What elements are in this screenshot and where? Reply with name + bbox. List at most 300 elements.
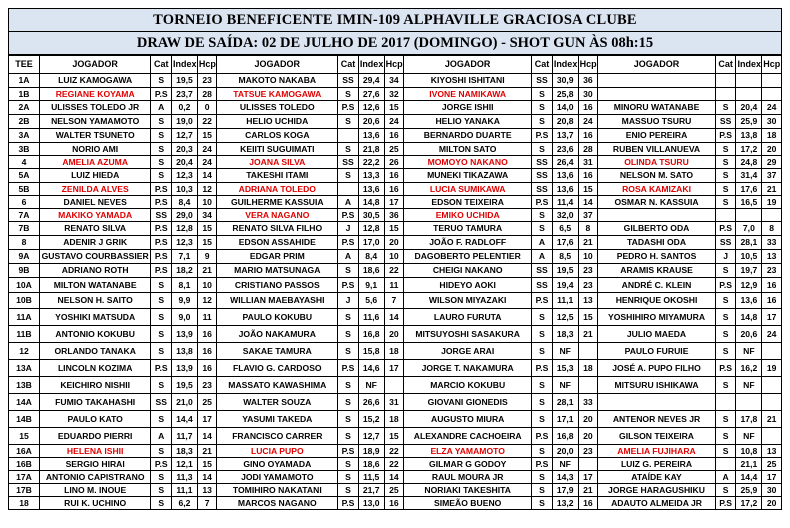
index-cell: 15,2	[358, 411, 384, 428]
player-name-cell: MAKOTO NAKABA	[217, 74, 338, 88]
handicap-cell: 26	[384, 156, 404, 169]
player-name-cell: LUIZ KAMOGAWA	[39, 74, 150, 88]
handicap-cell: 12	[197, 183, 217, 196]
index-cell: 7,0	[736, 222, 762, 236]
index-cell: 11,1	[172, 484, 198, 497]
player-name-cell: NELSON M. SATO	[598, 169, 716, 183]
table-row	[9, 236, 782, 250]
index-cell: 18,2	[172, 264, 198, 278]
index-cell: 14,0	[552, 101, 578, 115]
category-cell: S	[715, 326, 736, 343]
tee-cell: 16B	[9, 458, 40, 471]
player-name-cell: RENATO SILVA FILHO	[217, 222, 338, 236]
handicap-cell: 24	[762, 101, 782, 115]
handicap-cell: 17	[578, 471, 598, 484]
category-cell: SS	[151, 209, 172, 222]
category-cell: S	[338, 471, 359, 484]
index-cell: 10,8	[736, 445, 762, 458]
category-cell: S	[532, 309, 553, 326]
table-row	[9, 222, 782, 236]
category-cell: P.S	[532, 428, 553, 445]
category-cell: S	[338, 88, 359, 101]
category-cell: S	[151, 143, 172, 156]
handicap-cell: 15	[578, 183, 598, 196]
category-cell: S	[715, 428, 736, 445]
table-row	[9, 74, 782, 88]
tee-cell: 11B	[9, 326, 40, 343]
player-name-cell: ATAÍDE KAY	[598, 471, 716, 484]
index-cell: 6,2	[172, 497, 198, 510]
index-cell: 12,5	[552, 309, 578, 326]
handicap-cell	[762, 343, 782, 360]
tee-cell: 18	[9, 497, 40, 510]
player-name-cell: ARAMIS KRAUSE	[598, 264, 716, 278]
player-name-cell: LUCIA PUPO	[217, 445, 338, 458]
category-cell: S	[715, 143, 736, 156]
tee-cell: 8	[9, 236, 40, 250]
category-cell: SS	[338, 156, 359, 169]
category-cell: A	[151, 101, 172, 115]
handicap-cell: 16	[197, 343, 217, 360]
index-cell: 17,6	[736, 183, 762, 196]
tee-cell: 12	[9, 343, 40, 360]
player-name-cell: JORGE HARAGUSHIKU	[598, 484, 716, 497]
category-cell: S	[532, 411, 553, 428]
category-cell: S	[715, 169, 736, 183]
player-name-cell: JORGE ARAI	[404, 343, 532, 360]
index-cell: 22,2	[358, 156, 384, 169]
category-cell: S	[532, 115, 553, 129]
handicap-cell	[762, 88, 782, 101]
tee-cell: 4	[9, 156, 40, 169]
index-cell: 18,9	[358, 445, 384, 458]
table-row	[9, 309, 782, 326]
handicap-cell: 11	[384, 278, 404, 293]
player-name-cell: ELZA YAMAMOTO	[404, 445, 532, 458]
player-name-cell: ANTONIO KOKUBU	[39, 326, 150, 343]
tee-cell: 14B	[9, 411, 40, 428]
player-name-cell	[598, 394, 716, 411]
col-header-player-2: JOGADOR	[217, 56, 338, 74]
table-row	[9, 497, 782, 510]
tee-cell: 6	[9, 196, 40, 209]
player-name-cell: MOMOYO NAKANO	[404, 156, 532, 169]
handicap-cell: 15	[384, 428, 404, 445]
handicap-cell: 16	[762, 278, 782, 293]
handicap-cell: 18	[578, 360, 598, 377]
index-cell: 13,9	[172, 326, 198, 343]
index-cell: 11,1	[552, 293, 578, 309]
handicap-cell: 25	[197, 394, 217, 411]
index-cell: 8,1	[172, 278, 198, 293]
player-name-cell: ANTENOR NEVES JR	[598, 411, 716, 428]
category-cell: S	[338, 264, 359, 278]
handicap-cell: 15	[197, 458, 217, 471]
category-cell: A	[151, 428, 172, 445]
handicap-cell: 24	[384, 115, 404, 129]
category-cell: SS	[715, 236, 736, 250]
tee-cell: 7B	[9, 222, 40, 236]
handicap-cell	[762, 74, 782, 88]
handicap-cell: 18	[384, 411, 404, 428]
col-header-cat-2: Cat	[338, 56, 359, 74]
player-name-cell: ANTONIO CAPISTRANO	[39, 471, 150, 484]
handicap-cell: 12	[197, 293, 217, 309]
index-cell: 8,4	[358, 250, 384, 264]
player-name-cell: MITSURU ISHIKAWA	[598, 377, 716, 394]
handicap-cell: 15	[578, 309, 598, 326]
index-cell: NF	[552, 343, 578, 360]
tee-cell: 9B	[9, 264, 40, 278]
player-name-cell: RAUL MOURA JR	[404, 471, 532, 484]
category-cell: S	[338, 428, 359, 445]
index-cell: 20,8	[552, 115, 578, 129]
category-cell	[338, 183, 359, 196]
handicap-cell: 17	[762, 471, 782, 484]
tee-cell: 2A	[9, 101, 40, 115]
index-cell: 20,6	[358, 115, 384, 129]
category-cell: S	[151, 497, 172, 510]
player-name-cell: VERA NAGANO	[217, 209, 338, 222]
index-cell: 12,8	[358, 222, 384, 236]
handicap-cell: 20	[384, 236, 404, 250]
tee-cell: 13B	[9, 377, 40, 394]
index-cell: 25,9	[736, 115, 762, 129]
table-row	[9, 156, 782, 169]
category-cell: P.S	[338, 236, 359, 250]
category-cell: S	[715, 411, 736, 428]
player-name-cell: YOSHIHIRO MIYAMURA	[598, 309, 716, 326]
col-header-player-1: JOGADOR	[39, 56, 150, 74]
index-cell: 29,4	[358, 74, 384, 88]
category-cell: S	[532, 88, 553, 101]
player-name-cell: ZENILDA ALVES	[39, 183, 150, 196]
handicap-cell: 22	[197, 115, 217, 129]
handicap-cell: 22	[384, 445, 404, 458]
tee-cell: 1B	[9, 88, 40, 101]
index-cell: 12,7	[358, 428, 384, 445]
table-row	[9, 264, 782, 278]
index-cell: 31,4	[736, 169, 762, 183]
player-name-cell: FUMIO TAKAHASHI	[39, 394, 150, 411]
index-cell: 15,8	[358, 343, 384, 360]
category-cell: SS	[715, 115, 736, 129]
index-cell: 28,1	[552, 394, 578, 411]
index-cell: 21,1	[736, 458, 762, 471]
category-cell: S	[338, 143, 359, 156]
category-cell: S	[532, 484, 553, 497]
category-cell: P.S	[715, 222, 736, 236]
player-name-cell: WILLIAN MAEBAYASHI	[217, 293, 338, 309]
handicap-cell: 20	[578, 411, 598, 428]
col-header-cat-4: Cat	[715, 56, 736, 74]
handicap-cell: 17	[197, 411, 217, 428]
player-name-cell: MILTON WATANABE	[39, 278, 150, 293]
index-cell: 19,7	[736, 264, 762, 278]
handicap-cell: 10	[197, 196, 217, 209]
index-cell: 16,8	[358, 326, 384, 343]
index-cell: 18,6	[358, 264, 384, 278]
player-name-cell: YASUMI TAKEDA	[217, 411, 338, 428]
player-name-cell: JULIO MAEDA	[598, 326, 716, 343]
index-cell: 26,4	[552, 156, 578, 169]
category-cell: S	[715, 343, 736, 360]
index-cell: 13,6	[358, 129, 384, 143]
player-name-cell: CHEIGI NAKANO	[404, 264, 532, 278]
index-cell: 14,6	[358, 360, 384, 377]
category-cell: S	[715, 101, 736, 115]
category-cell	[715, 209, 736, 222]
player-name-cell: ADENIR J GRIK	[39, 236, 150, 250]
index-cell: 20,4	[736, 101, 762, 115]
category-cell: S	[532, 471, 553, 484]
index-cell: 5,6	[358, 293, 384, 309]
handicap-cell: 23	[578, 264, 598, 278]
tee-cell: 16A	[9, 445, 40, 458]
table-row	[9, 394, 782, 411]
col-header-index-1: Index	[172, 56, 198, 74]
index-cell: 13,2	[552, 497, 578, 510]
player-name-cell: JOÃO F. RADLOFF	[404, 236, 532, 250]
category-cell: SS	[532, 278, 553, 293]
handicap-cell: 16	[384, 497, 404, 510]
handicap-cell: 25	[384, 143, 404, 156]
category-cell: SS	[532, 74, 553, 88]
handicap-cell: 14	[197, 169, 217, 183]
player-name-cell: MARCIO KOKUBU	[404, 377, 532, 394]
handicap-cell: 28	[197, 88, 217, 101]
tee-cell: 9A	[9, 250, 40, 264]
player-name-cell: AMELIA FUJIHARA	[598, 445, 716, 458]
index-cell: 18,6	[358, 458, 384, 471]
category-cell: S	[338, 394, 359, 411]
handicap-cell: 16	[578, 497, 598, 510]
index-cell: 17,2	[736, 497, 762, 510]
player-name-cell: ADAUTO ALMEIDA JR	[598, 497, 716, 510]
category-cell: S	[151, 115, 172, 129]
index-cell: 12,1	[172, 458, 198, 471]
category-cell: S	[532, 497, 553, 510]
handicap-cell: 20	[762, 143, 782, 156]
tee-cell: 5B	[9, 183, 40, 196]
handicap-cell	[762, 209, 782, 222]
handicap-cell: 23	[578, 278, 598, 293]
index-cell: 13,6	[358, 183, 384, 196]
handicap-cell: 17	[384, 196, 404, 209]
handicap-cell: 23	[578, 445, 598, 458]
player-name-cell: GIOVANI GIONEDIS	[404, 394, 532, 411]
player-name-cell: HELIO YANAKA	[404, 115, 532, 129]
category-cell: SS	[532, 264, 553, 278]
index-cell	[736, 74, 762, 88]
handicap-cell: 8	[762, 222, 782, 236]
handicap-cell: 11	[197, 309, 217, 326]
category-cell: S	[715, 377, 736, 394]
player-name-cell: ROSA KAMIZAKI	[598, 183, 716, 196]
handicap-cell: 32	[384, 88, 404, 101]
player-name-cell: HENRIQUE OKOSHI	[598, 293, 716, 309]
index-cell: 12,9	[736, 278, 762, 293]
player-name-cell: IVONE NAMIKAWA	[404, 88, 532, 101]
player-name-cell: JORGE ISHII	[404, 101, 532, 115]
handicap-cell: 19	[762, 196, 782, 209]
index-cell: 29,0	[172, 209, 198, 222]
handicap-cell: 28	[578, 143, 598, 156]
player-name-cell: GUSTAVO COURBASSIER	[39, 250, 150, 264]
handicap-cell: 16	[384, 129, 404, 143]
category-cell: SS	[338, 74, 359, 88]
category-cell	[715, 394, 736, 411]
category-cell: A	[532, 236, 553, 250]
index-cell: 13,6	[552, 183, 578, 196]
player-name-cell: GUILHERME KASSUIA	[217, 196, 338, 209]
category-cell: SS	[532, 183, 553, 196]
table-row	[9, 458, 782, 471]
category-cell: S	[338, 169, 359, 183]
category-cell	[715, 74, 736, 88]
handicap-cell: 13	[197, 484, 217, 497]
index-cell: 9,1	[358, 278, 384, 293]
category-cell: A	[715, 471, 736, 484]
player-name-cell: EDSON ASSAHIDE	[217, 236, 338, 250]
table-row	[9, 183, 782, 196]
handicap-cell	[384, 377, 404, 394]
category-cell: P.S	[151, 183, 172, 196]
col-header-hcp-2: Hcp	[384, 56, 404, 74]
handicap-cell: 29	[762, 156, 782, 169]
handicap-cell: 16	[578, 129, 598, 143]
handicap-cell: 15	[197, 222, 217, 236]
category-cell: S	[532, 209, 553, 222]
handicap-cell: 10	[578, 250, 598, 264]
player-name-cell: MINORU WATANABE	[598, 101, 716, 115]
category-cell: P.S	[338, 497, 359, 510]
player-name-cell: RUI K. UCHINO	[39, 497, 150, 510]
table-row	[9, 278, 782, 293]
index-cell: 19,4	[552, 278, 578, 293]
player-name-cell: TATSUE KAMOGAWA	[217, 88, 338, 101]
category-cell: S	[151, 484, 172, 497]
player-name-cell: PAULO FURUIE	[598, 343, 716, 360]
index-cell: 7,1	[172, 250, 198, 264]
player-name-cell: JORGE T. NAKAMURA	[404, 360, 532, 377]
index-cell: 26,6	[358, 394, 384, 411]
index-cell: 9,0	[172, 309, 198, 326]
handicap-cell: 21	[197, 264, 217, 278]
handicap-cell	[578, 458, 598, 471]
player-name-cell: HELIO UCHIDA	[217, 115, 338, 129]
index-cell: 25,9	[736, 484, 762, 497]
index-cell: 12,7	[172, 129, 198, 143]
player-name-cell: NELSON H. SAITO	[39, 293, 150, 309]
table-row	[9, 484, 782, 497]
index-cell: 12,8	[172, 222, 198, 236]
player-name-cell: AUGUSTO MIURA	[404, 411, 532, 428]
col-header-index-2: Index	[358, 56, 384, 74]
category-cell: S	[715, 264, 736, 278]
table-row	[9, 293, 782, 309]
table-row	[9, 326, 782, 343]
index-cell: 11,7	[172, 428, 198, 445]
tee-cell: 3B	[9, 143, 40, 156]
category-cell: P.S	[151, 236, 172, 250]
handicap-cell: 9	[197, 250, 217, 264]
category-cell: S	[532, 343, 553, 360]
category-cell: S	[151, 293, 172, 309]
tee-cell: 15	[9, 428, 40, 445]
category-cell: S	[151, 471, 172, 484]
index-cell: 32,0	[552, 209, 578, 222]
table-row	[9, 169, 782, 183]
player-name-cell: KIYOSHI ISHITANI	[404, 74, 532, 88]
category-cell: S	[715, 156, 736, 169]
index-cell: 0,2	[172, 101, 198, 115]
player-name-cell: ALEXANDRE CACHOEIRA	[404, 428, 532, 445]
col-header-player-3: JOGADOR	[404, 56, 532, 74]
player-name-cell: TOMIHIRO NAKATANI	[217, 484, 338, 497]
index-cell: 11,5	[358, 471, 384, 484]
player-name-cell	[598, 74, 716, 88]
index-cell: 19,5	[172, 377, 198, 394]
handicap-cell: 22	[384, 264, 404, 278]
category-cell: J	[715, 250, 736, 264]
table-row	[9, 115, 782, 129]
category-cell: S	[532, 101, 553, 115]
player-name-cell: SAKAE TAMURA	[217, 343, 338, 360]
index-cell: 21,0	[172, 394, 198, 411]
player-name-cell: NELSON YAMAMOTO	[39, 115, 150, 129]
category-cell: S	[715, 196, 736, 209]
index-cell: 12,3	[172, 236, 198, 250]
tee-cell: 17A	[9, 471, 40, 484]
category-cell: A	[532, 250, 553, 264]
handicap-cell: 16	[384, 169, 404, 183]
player-name-cell: TADASHI ODA	[598, 236, 716, 250]
handicap-cell: 36	[384, 209, 404, 222]
tee-cell: 10A	[9, 278, 40, 293]
index-cell: 11,6	[358, 309, 384, 326]
index-cell	[736, 394, 762, 411]
index-cell: 14,8	[736, 309, 762, 326]
player-name-cell: MARIO MATSUNAGA	[217, 264, 338, 278]
handicap-cell: 21	[762, 183, 782, 196]
tee-cell: 7A	[9, 209, 40, 222]
category-cell: S	[151, 343, 172, 360]
category-cell: P.S	[532, 293, 553, 309]
handicap-cell: 37	[762, 169, 782, 183]
index-cell	[736, 209, 762, 222]
index-cell: NF	[736, 428, 762, 445]
handicap-cell: 17	[762, 309, 782, 326]
index-cell: 14,3	[552, 471, 578, 484]
handicap-cell: 34	[197, 209, 217, 222]
category-cell: P.S	[532, 360, 553, 377]
index-cell: 18,3	[552, 326, 578, 343]
header-row	[9, 56, 782, 74]
handicap-cell: 23	[197, 74, 217, 88]
index-cell: 6,5	[552, 222, 578, 236]
category-cell: S	[151, 278, 172, 293]
player-name-cell: JOÃO NAKAMURA	[217, 326, 338, 343]
index-cell: 14,4	[736, 471, 762, 484]
player-name-cell: TAKESHI ITAMI	[217, 169, 338, 183]
handicap-cell: 10	[197, 278, 217, 293]
category-cell: S	[532, 222, 553, 236]
handicap-cell: 15	[197, 236, 217, 250]
index-cell: 15,3	[552, 360, 578, 377]
player-name-cell: OLINDA TSURU	[598, 156, 716, 169]
table-row	[9, 343, 782, 360]
